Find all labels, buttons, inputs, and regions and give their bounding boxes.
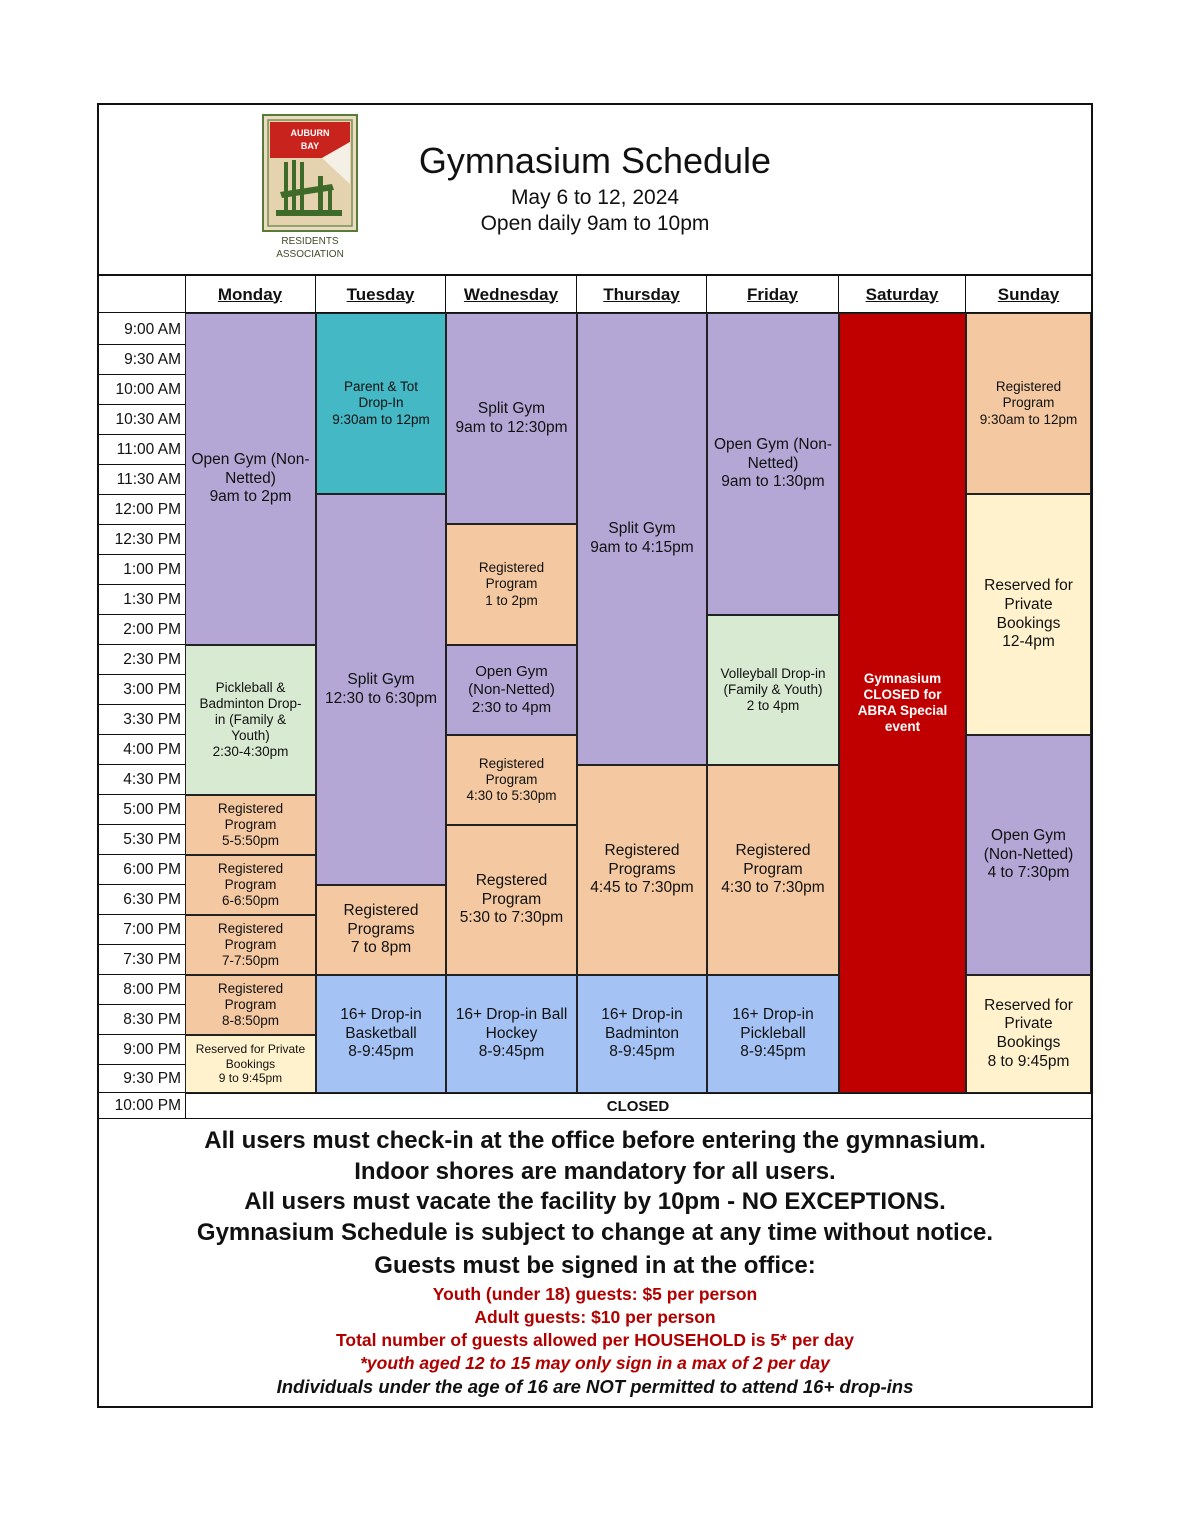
- block-label: Registered Program 6-6:50pm: [217, 860, 284, 909]
- day-header-wednesday: Wednesday: [446, 276, 577, 313]
- day-header-friday: Friday: [707, 276, 839, 313]
- friday-pickleball-block: [707, 975, 839, 1093]
- monday-open-gym-block: [185, 313, 316, 645]
- block-label: 16+ Drop-in Basketball 8-9:45pm: [340, 1006, 422, 1061]
- wednesday-registered-block-1: [446, 524, 577, 645]
- notice-youth-limit: *youth aged 12 to 15 may only sign in a max of 2 per day: [360, 1353, 830, 1373]
- time-label: 8:30 PM: [99, 1005, 185, 1035]
- block-label: Open Gym (Non- Netted) 9am to 1:30pm: [713, 436, 832, 491]
- logo-text-auburn: AUBURN: [290, 128, 330, 138]
- time-label: 6:00 PM: [99, 855, 185, 885]
- notice-youth-fee: Youth (under 18) guests: $5 per person: [432, 1284, 758, 1304]
- auburn-bay-logo: [262, 114, 358, 260]
- block-label: Registered Programs 7 to 8pm: [343, 902, 419, 957]
- time-label: 1:30 PM: [99, 585, 185, 615]
- sunday-reserved-block-2: [966, 975, 1091, 1093]
- block-label: 16+ Drop-in Pickleball 8-9:45pm: [732, 1006, 814, 1061]
- notice-household-limit: Total number of guests allowed per HOUSEHOLD is 5* per day: [336, 1330, 854, 1350]
- thursday-badminton-block: [577, 975, 707, 1093]
- block-label: Open Gym (Non-Netted) 2:30 to 4pm: [468, 663, 555, 716]
- notice-adult-fee: Adult guests: $10 per person: [474, 1307, 716, 1327]
- time-label: 11:30 AM: [99, 465, 185, 495]
- time-label: 5:30 PM: [99, 825, 185, 855]
- time-label: 7:00 PM: [99, 915, 185, 945]
- block-label: Pickleball & Badminton Drop- in (Family & Youth) 2:30-4:30pm: [199, 679, 302, 760]
- notice-guests-sign-in: Guests must be signed in at the office:: [374, 1252, 816, 1279]
- tuesday-split-gym-block: [316, 494, 446, 885]
- notice-subject-to-change: Gymnasium Schedule is subject to change at any time without notice.: [196, 1219, 994, 1246]
- monday-reserved-block: [185, 1035, 316, 1093]
- time-label: 10:00 PM: [114, 1096, 181, 1114]
- block-label: Reserved for Private Bookings 9 to 9:45pm: [195, 1042, 306, 1086]
- block-label: Registered Program 8-8:50pm: [217, 980, 284, 1029]
- closed-row: CLOSED: [185, 1093, 1091, 1119]
- wednesday-open-gym-block: [446, 645, 577, 735]
- monday-registered-block-3: [185, 915, 316, 975]
- friday-registered-block: [707, 765, 839, 975]
- wednesday-ball-hockey-block: [446, 975, 577, 1093]
- wednesday-registered-block-3: [446, 825, 577, 975]
- thursday-split-gym-block: [577, 313, 707, 765]
- day-header-tuesday: Tuesday: [316, 276, 446, 313]
- sunday-registered-block: [966, 313, 1091, 494]
- block-label: Regstered Program 5:30 to 7:30pm: [459, 872, 564, 927]
- time-label: 12:30 PM: [99, 525, 185, 555]
- time-label: 12:00 PM: [99, 495, 185, 525]
- tuesday-registered-block: [316, 885, 446, 975]
- thursday-registered-block: [577, 765, 707, 975]
- logo-text-bay: BAY: [300, 141, 320, 151]
- time-label: 11:00 AM: [99, 435, 185, 465]
- block-label: Split Gym 9am to 12:30pm: [455, 399, 568, 436]
- notice-indoor-shoes: Indoor shores are mandatory for all users.: [354, 1158, 836, 1185]
- day-header-saturday: Saturday: [839, 276, 966, 313]
- time-label: 2:00 PM: [99, 615, 185, 645]
- monday-pickleball-block: [185, 645, 316, 795]
- block-label: Split Gym 9am to 4:15pm: [590, 520, 694, 556]
- block-label: Reserved for Private Bookings 12-4pm: [984, 577, 1073, 651]
- block-label: Registered Program 1 to 2pm: [478, 560, 545, 608]
- block-label: Registered Program 5-5:50pm: [217, 800, 284, 849]
- tuesday-parent-tot-block: [316, 313, 446, 494]
- time-label: 1:00 PM: [99, 555, 185, 585]
- time-label: 9:00 PM: [99, 1035, 185, 1065]
- block-label: 16+ Drop-in Badminton 8-9:45pm: [601, 1006, 683, 1061]
- block-label: Registered Program 7-7:50pm: [217, 920, 284, 969]
- wednesday-split-gym-block: [446, 313, 577, 524]
- sunday-open-gym-block: [966, 735, 1091, 975]
- block-label: 16+ Drop-in Ball Hockey 8-9:45pm: [455, 1006, 568, 1061]
- block-label: Open Gym (Non-Netted) 4 to 7:30pm: [983, 827, 1074, 882]
- monday-registered-block-2: [185, 855, 316, 915]
- block-label: Open Gym (Non- Netted) 9am to 2pm: [191, 451, 310, 506]
- notice-vacate: All users must vacate the facility by 10pm - NO EXCEPTIONS.: [244, 1188, 946, 1215]
- block-label: Parent & Tot Drop-In 9:30am to 12pm: [332, 379, 430, 427]
- monday-registered-block-4: [185, 975, 316, 1035]
- footer-separator: [97, 1118, 1093, 1119]
- notice-age-rule: Individuals under the age of 16 are NOT permitted to attend 16+ drop-ins: [276, 1376, 914, 1397]
- time-label: 9:30 PM: [99, 1065, 185, 1093]
- block-label: Registered Programs 4:45 to 7:30pm: [590, 842, 694, 897]
- block-label: Registered Program 4:30 to 7:30pm: [721, 842, 825, 897]
- block-label: Volleyball Drop-in (Family & Youth) 2 to 4pm: [720, 665, 826, 714]
- page-title: Gymnasium Schedule: [418, 140, 772, 181]
- monday-registered-block-1: [185, 795, 316, 855]
- logo-text-residents: RESIDENTS: [281, 236, 339, 247]
- time-label: 10:30 AM: [99, 405, 185, 435]
- friday-open-gym-block: [707, 313, 839, 615]
- time-label: 4:30 PM: [99, 765, 185, 795]
- block-label: Split Gym 12:30 to 6:30pm: [324, 670, 438, 707]
- time-label: 7:30 PM: [99, 945, 185, 975]
- time-label: 9:00 AM: [99, 315, 185, 345]
- sunday-reserved-block-1: [966, 494, 1091, 735]
- wednesday-registered-block-2: [446, 735, 577, 825]
- block-label: Gymnasium CLOSED for ABRA Special event: [857, 670, 948, 735]
- tuesday-basketball-block: [316, 975, 446, 1093]
- schedule-dates: May 6 to 12, 2024: [510, 186, 680, 209]
- block-label: Reserved for Private Bookings 8 to 9:45pm: [984, 996, 1073, 1070]
- block-label: Registered Program 9:30am to 12pm: [979, 379, 1078, 427]
- notice-check-in: All users must check-in at the office before entering the gymnasium.: [204, 1127, 986, 1154]
- opening-hours: Open daily 9am to 10pm: [480, 212, 710, 235]
- time-label: 10:00 AM: [99, 375, 185, 405]
- time-label: 8:00 PM: [99, 975, 185, 1005]
- time-label: 5:00 PM: [99, 795, 185, 825]
- time-label: 3:30 PM: [99, 705, 185, 735]
- time-label: 9:30 AM: [99, 345, 185, 375]
- day-header-sunday: Sunday: [997, 284, 1060, 304]
- time-label: 6:30 PM: [99, 885, 185, 915]
- saturday-closed-block: [839, 313, 966, 1093]
- friday-volleyball-block: [707, 615, 839, 765]
- time-label: 4:00 PM: [99, 735, 185, 765]
- time-label: 3:00 PM: [99, 675, 185, 705]
- day-header-thursday: Thursday: [577, 276, 707, 313]
- day-header-monday: Monday: [185, 276, 316, 313]
- time-label: 2:30 PM: [99, 645, 185, 675]
- block-label: Registered Program 4:30 to 5:30pm: [466, 755, 557, 804]
- logo-text-association: ASSOCIATION: [276, 249, 344, 260]
